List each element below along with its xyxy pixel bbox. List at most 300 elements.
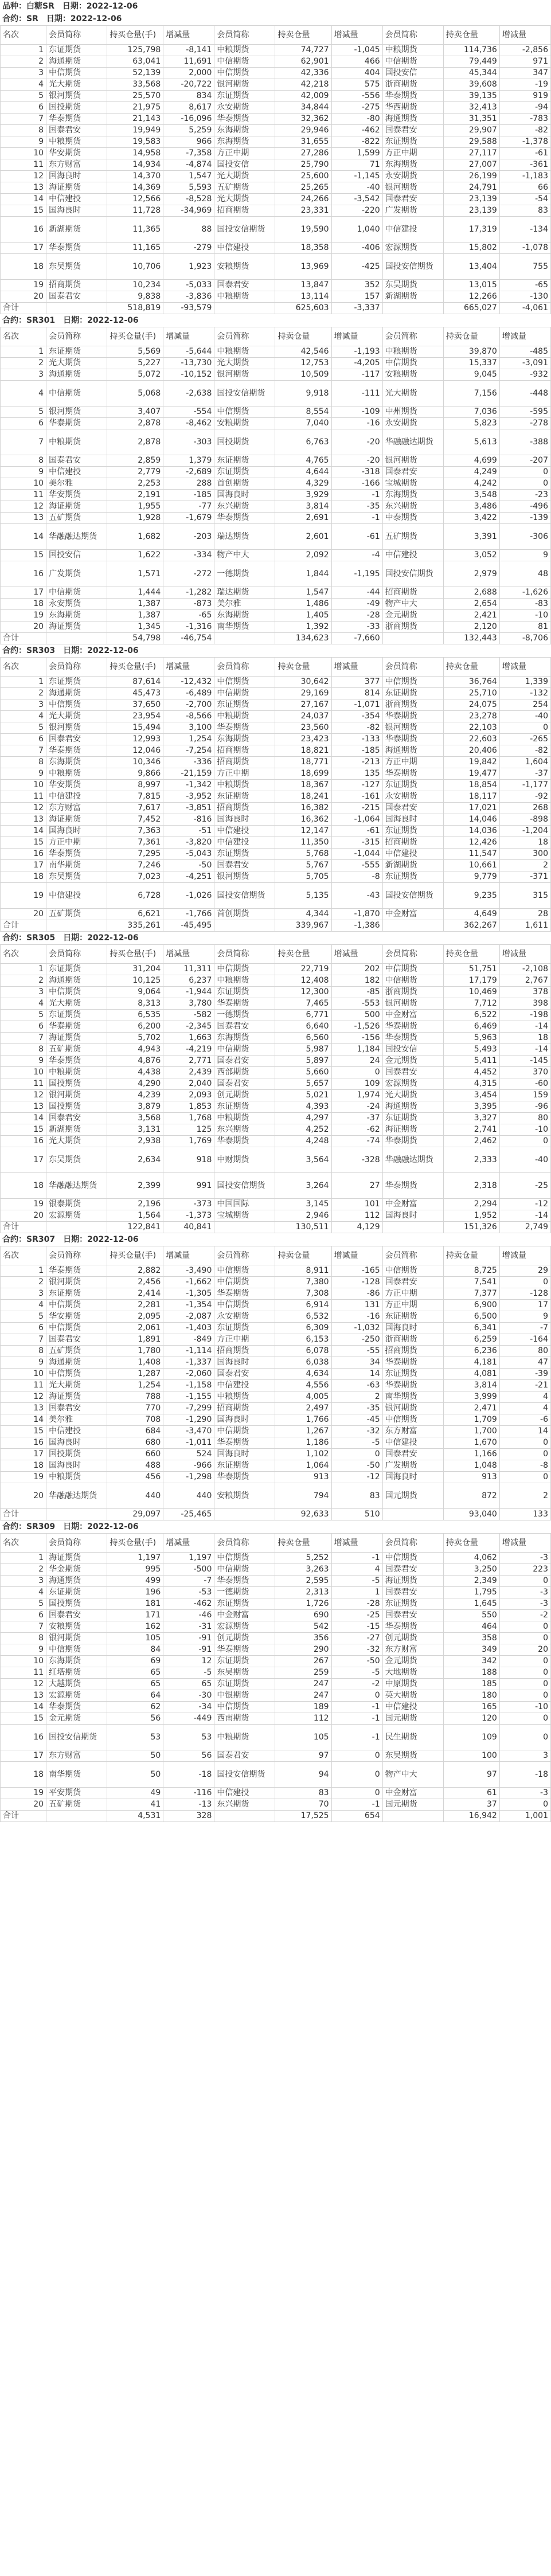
column-header: 增减量 xyxy=(163,1246,214,1265)
short-change: 4 xyxy=(499,1403,550,1414)
short-change: -315 xyxy=(331,837,382,849)
rank-cell: 9 xyxy=(1,1644,46,1656)
short-position: 7,156 xyxy=(443,381,499,406)
table-row xyxy=(1,467,551,478)
member-name: 光大期货 xyxy=(382,381,443,406)
table-row xyxy=(1,1656,551,1667)
short-change: 0 xyxy=(499,478,550,490)
short-volume: 25,790 xyxy=(275,159,331,171)
long-position: 181 xyxy=(107,1598,163,1610)
short-change: -35 xyxy=(331,1403,382,1414)
rank-cell: 12 xyxy=(1,171,46,182)
short-change: -8 xyxy=(331,871,382,883)
short-change: 268 xyxy=(499,803,550,814)
member-name: 红塔期货 xyxy=(46,1667,107,1679)
long-position: 63,041 xyxy=(107,56,163,68)
table-row xyxy=(1,1610,551,1621)
long-change: -6,489 xyxy=(163,688,214,699)
member-name: 永安期货 xyxy=(382,791,443,803)
member-name: 广发期货 xyxy=(382,1460,443,1472)
short-change: -92 xyxy=(499,791,550,803)
member-name: 东证期货 xyxy=(382,871,443,883)
short-change: -1,386 xyxy=(331,920,382,932)
rank-cell: 4 xyxy=(1,1587,46,1598)
short-position: 872 xyxy=(443,1483,499,1509)
member-name: 东吴期货 xyxy=(46,871,107,883)
long-position: 2,938 xyxy=(107,1136,163,1147)
column-header: 会员简称 xyxy=(214,1246,275,1265)
short-volume: 29,946 xyxy=(275,125,331,136)
short-position: 39,608 xyxy=(443,79,499,91)
short-change: -275 xyxy=(331,102,382,114)
short-change: 109 xyxy=(331,1078,382,1090)
short-volume: 5,660 xyxy=(275,1067,331,1078)
short-change: -61 xyxy=(331,826,382,837)
rank-cell: 8 xyxy=(1,455,46,467)
short-change: 0 xyxy=(499,1713,550,1725)
rank-cell: 14 xyxy=(1,1414,46,1426)
member-name xyxy=(46,303,107,314)
member-name: 华泰期货 xyxy=(382,734,443,745)
short-position: 9,045 xyxy=(443,369,499,381)
member-name: 东证期货 xyxy=(46,1288,107,1300)
member-name: 国投安信期货 xyxy=(46,1725,107,1750)
long-change: -8,141 xyxy=(163,45,214,56)
short-position: 2,979 xyxy=(443,561,499,587)
member-name xyxy=(214,633,275,644)
short-change: -198 xyxy=(499,1010,550,1021)
short-volume: 1,102 xyxy=(275,1449,331,1460)
rank-cell: 19 xyxy=(1,280,46,291)
column-header: 会员简称 xyxy=(382,945,443,964)
long-position: 15,494 xyxy=(107,722,163,734)
short-position: 550 xyxy=(443,1610,499,1621)
short-change: -388 xyxy=(499,429,550,455)
short-volume: 1,766 xyxy=(275,1414,331,1426)
member-name: 中粮期货 xyxy=(46,1472,107,1483)
member-name: 国投安信期货 xyxy=(382,254,443,280)
long-change: -31 xyxy=(163,1621,214,1633)
member-name: 海证期货 xyxy=(46,501,107,513)
short-position: 6,900 xyxy=(443,1300,499,1311)
column-header: 持卖仓量 xyxy=(443,26,499,45)
member-name: 招商期货 xyxy=(214,205,275,217)
short-change: -12 xyxy=(331,1472,382,1483)
short-position: 24,791 xyxy=(443,182,499,194)
long-position: 1,571 xyxy=(107,561,163,587)
table-row xyxy=(1,1199,551,1210)
short-change: 80 xyxy=(499,1113,550,1124)
member-name: 方正中期 xyxy=(46,837,107,849)
short-position: 27,117 xyxy=(443,148,499,159)
short-volume: 625,603 xyxy=(275,303,331,314)
member-name: 瑞达期货 xyxy=(214,587,275,599)
short-change: -40 xyxy=(499,711,550,722)
member-name: 东兴期货 xyxy=(214,501,275,513)
member-name: 国投期货 xyxy=(46,1598,107,1610)
short-position: 20,406 xyxy=(443,745,499,757)
long-change: 991 xyxy=(163,1173,214,1199)
long-position: 62 xyxy=(107,1702,163,1713)
short-change: -86 xyxy=(331,1288,382,1300)
rank-cell: 9 xyxy=(1,1056,46,1067)
long-change: -16,096 xyxy=(163,114,214,125)
table-row xyxy=(1,998,551,1010)
short-change: 0 xyxy=(499,1277,550,1288)
long-change: -1,298 xyxy=(163,1472,214,1483)
short-volume: 6,560 xyxy=(275,1033,331,1044)
member-name: 金元期货 xyxy=(382,610,443,621)
member-name: 中原期货 xyxy=(382,1679,443,1690)
long-change: -1,354 xyxy=(163,1300,214,1311)
long-change: -1,011 xyxy=(163,1437,214,1449)
rank-cell: 8 xyxy=(1,1633,46,1644)
long-change: -554 xyxy=(163,406,214,418)
short-change: -448 xyxy=(499,381,550,406)
member-name: 国海良时 xyxy=(382,1472,443,1483)
short-position: 45,344 xyxy=(443,68,499,79)
long-change: 834 xyxy=(163,91,214,102)
column-header: 会员简称 xyxy=(46,327,107,346)
short-position: 3,395 xyxy=(443,1101,499,1113)
rank-cell: 12 xyxy=(1,501,46,513)
member-name: 国投安信 xyxy=(382,68,443,79)
member-name: 东吴期货 xyxy=(46,1147,107,1173)
short-change: 500 xyxy=(331,1010,382,1021)
table-row xyxy=(1,1380,551,1391)
member-name: 五矿期货 xyxy=(46,1799,107,1811)
total-row xyxy=(1,1811,551,1822)
short-position: 24,075 xyxy=(443,699,499,711)
short-change: 223 xyxy=(499,1564,550,1576)
short-change: 0 xyxy=(499,1576,550,1587)
long-position: 7,815 xyxy=(107,791,163,803)
short-change: 0 xyxy=(331,1449,382,1460)
column-header: 增减量 xyxy=(163,945,214,964)
rank-cell: 20 xyxy=(1,1799,46,1811)
short-change: -37 xyxy=(499,768,550,780)
long-position: 87,614 xyxy=(107,677,163,688)
long-change: -279 xyxy=(163,243,214,254)
member-name: 宝城期货 xyxy=(382,478,443,490)
member-name: 中信期货 xyxy=(214,1044,275,1056)
short-position: 27,007 xyxy=(443,159,499,171)
rank-cell: 7 xyxy=(1,1334,46,1346)
member-name: 东吴期货 xyxy=(382,1750,443,1762)
member-name: 国投期货 xyxy=(46,1078,107,1090)
short-change: -1 xyxy=(331,513,382,524)
member-name: 华安期货 xyxy=(46,490,107,501)
member-name: 东证期货 xyxy=(214,455,275,467)
short-volume: 25,600 xyxy=(275,171,331,182)
member-name: 中泰期货 xyxy=(382,513,443,524)
member-name: 东吴期货 xyxy=(46,254,107,280)
long-change: -2,060 xyxy=(163,1369,214,1380)
table-row xyxy=(1,1113,551,1124)
short-volume: 105 xyxy=(275,1725,331,1750)
short-change: 404 xyxy=(331,68,382,79)
member-name: 华泰期货 xyxy=(382,1621,443,1633)
member-name: 国泰君安 xyxy=(214,1369,275,1380)
short-change: 4 xyxy=(499,1391,550,1403)
long-position: 1,408 xyxy=(107,1357,163,1369)
rank-cell: 7 xyxy=(1,1033,46,1044)
rank-cell: 14 xyxy=(1,524,46,550)
short-position: 3,052 xyxy=(443,550,499,561)
long-position: 11,165 xyxy=(107,243,163,254)
short-volume: 18,771 xyxy=(275,757,331,768)
short-position: 4,699 xyxy=(443,455,499,467)
rank-cell: 2 xyxy=(1,1564,46,1576)
long-position: 684 xyxy=(107,1426,163,1437)
member-name: 华融融达期货 xyxy=(382,429,443,455)
member-name: 光大期货 xyxy=(46,711,107,722)
rank-cell: 10 xyxy=(1,1067,46,1078)
member-name: 安粮期货 xyxy=(214,254,275,280)
contract-code: 合约：SR307 xyxy=(2,1235,56,1244)
member-name: 五矿期货 xyxy=(46,513,107,524)
rank-cell: 15 xyxy=(1,1713,46,1725)
member-name: 国投期货 xyxy=(46,102,107,114)
table-row xyxy=(1,1598,551,1610)
table-row xyxy=(1,849,551,860)
short-position: 39,135 xyxy=(443,91,499,102)
long-position: 54,798 xyxy=(107,633,163,644)
short-position: 14,036 xyxy=(443,826,499,837)
member-name: 中粮期货 xyxy=(46,768,107,780)
member-name: 中信期货 xyxy=(382,975,443,987)
short-volume: 24,037 xyxy=(275,711,331,722)
column-header: 持卖仓量 xyxy=(443,1534,499,1553)
short-position: 913 xyxy=(443,1472,499,1483)
short-volume: 13,114 xyxy=(275,291,331,303)
long-position: 2,878 xyxy=(107,429,163,455)
table-row xyxy=(1,1702,551,1713)
short-change: -61 xyxy=(331,524,382,550)
rank-cell: 11 xyxy=(1,159,46,171)
table-row xyxy=(1,455,551,467)
member-name: 美尔雅 xyxy=(46,1414,107,1426)
table-row xyxy=(1,621,551,633)
short-change: -145 xyxy=(499,1056,550,1067)
short-change: 1,339 xyxy=(499,677,550,688)
long-position: 7,246 xyxy=(107,860,163,871)
long-change: -8,528 xyxy=(163,194,214,205)
column-header: 会员简称 xyxy=(46,1534,107,1553)
long-change: -3,851 xyxy=(163,803,214,814)
short-change: 347 xyxy=(499,68,550,79)
member-name: 民生期货 xyxy=(382,1725,443,1750)
short-change: -32 xyxy=(331,1644,382,1656)
long-position: 1,444 xyxy=(107,587,163,599)
short-position: 188 xyxy=(443,1667,499,1679)
long-change: 1,254 xyxy=(163,734,214,745)
member-name: 金元期货 xyxy=(46,1713,107,1725)
long-change: 5,259 xyxy=(163,125,214,136)
member-name: 华融融达期货 xyxy=(46,524,107,550)
member-name: 海证期货 xyxy=(46,1391,107,1403)
member-name: 国泰君安 xyxy=(214,1078,275,1090)
long-position: 8,313 xyxy=(107,998,163,1010)
short-position: 10,469 xyxy=(443,987,499,998)
member-name: 华泰期货 xyxy=(46,418,107,429)
short-volume: 259 xyxy=(275,1667,331,1679)
table-row xyxy=(1,1391,551,1403)
member-name: 安粮期货 xyxy=(214,1483,275,1509)
short-position: 7,712 xyxy=(443,998,499,1010)
long-position: 7,295 xyxy=(107,849,163,860)
member-name: 华泰期货 xyxy=(46,114,107,125)
rank-cell: 6 xyxy=(1,1323,46,1334)
member-name: 东证期货 xyxy=(214,987,275,998)
long-change: -3,820 xyxy=(163,837,214,849)
short-volume: 2,313 xyxy=(275,1587,331,1598)
member-name: 光大期货 xyxy=(46,358,107,369)
long-change: 56 xyxy=(163,1750,214,1762)
table-row xyxy=(1,599,551,610)
long-change: -7 xyxy=(163,1576,214,1587)
short-change: -1,064 xyxy=(331,814,382,826)
table-row xyxy=(1,1587,551,1598)
short-change: 0 xyxy=(499,1656,550,1667)
long-change: -272 xyxy=(163,561,214,587)
long-position: 2,191 xyxy=(107,490,163,501)
rank-cell: 14 xyxy=(1,194,46,205)
short-position: 29,588 xyxy=(443,136,499,148)
rank-cell: 1 xyxy=(1,1553,46,1564)
long-change: 2,040 xyxy=(163,1078,214,1090)
short-position: 2,349 xyxy=(443,1576,499,1587)
member-name: 国投安信期货 xyxy=(214,217,275,243)
member-name: 国泰君安 xyxy=(46,734,107,745)
table-row xyxy=(1,1311,551,1323)
short-volume: 42,336 xyxy=(275,68,331,79)
table-row xyxy=(1,734,551,745)
rank-cell: 10 xyxy=(1,148,46,159)
short-change: 1,040 xyxy=(331,217,382,243)
member-name: 新湖期货 xyxy=(46,217,107,243)
long-position: 52,139 xyxy=(107,68,163,79)
table-row xyxy=(1,1713,551,1725)
member-name: 中粮期货 xyxy=(214,1113,275,1124)
short-change: -15 xyxy=(331,1621,382,1633)
member-name: 安粮期货 xyxy=(46,1621,107,1633)
long-change: -8,566 xyxy=(163,711,214,722)
short-change: 34 xyxy=(331,1357,382,1369)
member-name: 国泰君安 xyxy=(214,280,275,291)
long-position: 2,859 xyxy=(107,455,163,467)
table-row xyxy=(1,1644,551,1656)
long-position: 1,622 xyxy=(107,550,163,561)
long-position: 10,234 xyxy=(107,280,163,291)
short-volume: 2,946 xyxy=(275,1210,331,1222)
rank-cell: 7 xyxy=(1,745,46,757)
member-name: 华安期货 xyxy=(46,1311,107,1323)
long-change: -3,952 xyxy=(163,791,214,803)
member-name: 国泰君安 xyxy=(46,455,107,467)
short-volume: 1,405 xyxy=(275,610,331,621)
short-volume: 3,814 xyxy=(275,501,331,513)
table-row xyxy=(1,1101,551,1113)
long-position: 4,239 xyxy=(107,1090,163,1101)
long-position: 50 xyxy=(107,1762,163,1788)
long-change: -3,490 xyxy=(163,1265,214,1277)
short-change: 2 xyxy=(331,1391,382,1403)
member-name: 国泰君安 xyxy=(382,803,443,814)
short-change: -10 xyxy=(499,610,550,621)
table-row xyxy=(1,688,551,699)
member-name: 五矿期货 xyxy=(46,1044,107,1056)
short-volume: 16,382 xyxy=(275,803,331,814)
short-position: 4,249 xyxy=(443,467,499,478)
short-position: 358 xyxy=(443,1633,499,1644)
member-name: 国泰君安 xyxy=(382,1277,443,1288)
short-volume: 23,560 xyxy=(275,722,331,734)
member-name: 国海良时 xyxy=(382,814,443,826)
long-change: -116 xyxy=(163,1788,214,1799)
table-header-row xyxy=(1,658,551,677)
member-name: 东兴期货 xyxy=(214,1799,275,1811)
short-change: -361 xyxy=(499,159,550,171)
long-change: -449 xyxy=(163,1713,214,1725)
short-volume: 8,554 xyxy=(275,406,331,418)
table-row xyxy=(1,1323,551,1334)
short-position: 1,709 xyxy=(443,1414,499,1426)
short-position: 1,952 xyxy=(443,1210,499,1222)
long-position: 21,143 xyxy=(107,114,163,125)
long-change: -7,299 xyxy=(163,1403,214,1414)
long-position: 518,819 xyxy=(107,303,163,314)
member-name: 国泰君安 xyxy=(214,1056,275,1067)
member-name: 五矿期货 xyxy=(46,1346,107,1357)
short-volume: 3,145 xyxy=(275,1199,331,1210)
total-row xyxy=(1,1222,551,1233)
short-position: 6,259 xyxy=(443,1334,499,1346)
short-change: -213 xyxy=(331,757,382,768)
member-name: 中信建投 xyxy=(214,1788,275,1799)
short-volume: 8,911 xyxy=(275,1265,331,1277)
long-change: -1,026 xyxy=(163,883,214,909)
short-change: -1,145 xyxy=(331,171,382,182)
long-change: 2,093 xyxy=(163,1090,214,1101)
table-row xyxy=(1,1472,551,1483)
long-position: 12,046 xyxy=(107,745,163,757)
member-name: 招商期货 xyxy=(382,1346,443,1357)
member-name: 物产中大 xyxy=(214,550,275,561)
long-change: -53 xyxy=(163,1587,214,1598)
long-position: 12,993 xyxy=(107,734,163,745)
member-name: 海证期货 xyxy=(382,1576,443,1587)
short-change: -128 xyxy=(499,1288,550,1300)
long-change: -12,432 xyxy=(163,677,214,688)
short-position: 22,103 xyxy=(443,722,499,734)
member-name: 东海期货 xyxy=(214,1033,275,1044)
rank-cell: 14 xyxy=(1,1113,46,1124)
short-position: 100 xyxy=(443,1750,499,1762)
short-change: -82 xyxy=(499,745,550,757)
long-position: 3,568 xyxy=(107,1113,163,1124)
table-row xyxy=(1,205,551,217)
member-name xyxy=(382,633,443,644)
member-name: 国海良时 xyxy=(46,826,107,837)
rank-cell: 4 xyxy=(1,381,46,406)
short-change: -2,108 xyxy=(499,964,550,975)
member-name: 中信期货 xyxy=(214,1702,275,1713)
member-name: 永安期货 xyxy=(46,599,107,610)
member-name: 华金期货 xyxy=(46,1564,107,1576)
long-position: 4,531 xyxy=(107,1811,163,1822)
short-change: 47 xyxy=(499,1357,550,1369)
